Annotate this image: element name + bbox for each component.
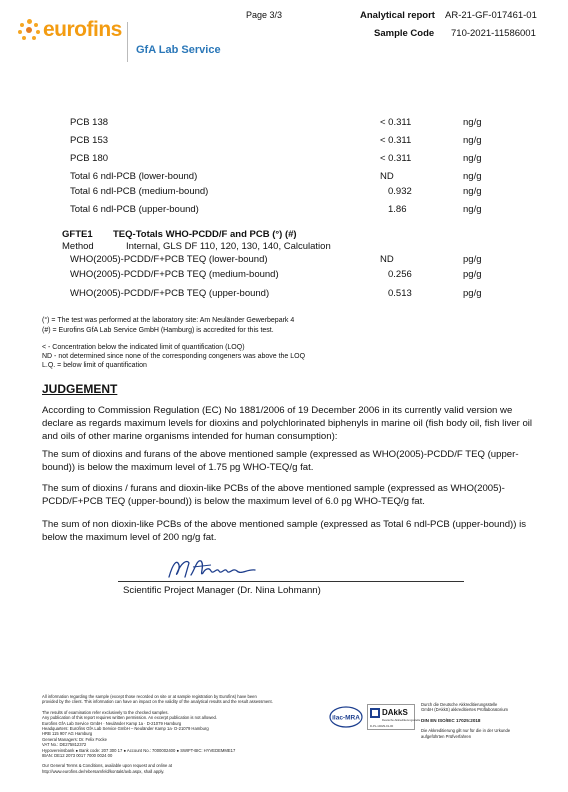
judgement-intro: According to Commission Regulation (EC) No 1881/2006 of 19 December 2006 in its currently valid version we declare as regards maximum levels for dioxins and polychlorinated biphenyls in marine oil (fish body oil, fish liver oil and oils of other marine organisms intended for human consumption): xyxy=(42,405,533,442)
signature-caption: Scientific Project Manager (Dr. Nina Lohmann) xyxy=(123,585,321,596)
method-text: Internal, GLS DF 110, 120, 130, 140, Calculation xyxy=(126,241,331,252)
legend-note: ND - not determined since none of the corresponding congeners was above the LOQ xyxy=(42,353,306,360)
legend-note: L.Q. = below limit of quantification xyxy=(42,362,147,369)
legend-note: < - Concentration below the indicated limit of quantification (LOQ) xyxy=(42,344,245,351)
judgement-heading: JUDGEMENT xyxy=(42,382,118,396)
svg-text:ilac-MRA: ilac-MRA xyxy=(332,714,360,722)
logo-separator xyxy=(127,22,128,62)
signature-image xyxy=(165,555,265,583)
svg-text:DAkkS: DAkkS xyxy=(382,708,408,717)
svg-text:D-PL-14629-01-00: D-PL-14629-01-00 xyxy=(370,724,394,728)
judgement-paragraph: The sum of non dioxin-like PCBs of the above mentioned sample (expressed as Total 6 ndl-PCB (upper-bound)) is below the maximum level of 200 ng/g fat. xyxy=(42,519,527,543)
footer-accreditation-text: Durch die Deutsche Akkreditierungsstelle GmbH (DAkkS) akkreditiertes Prüflaboratorium DIN EN ISO/IEC 17025:2018 Die Akkreditierung gilt nur für die in der Urkunde aufgeführten Prüfverfahren xyxy=(421,702,511,739)
page-number: Page 3/3 xyxy=(246,10,283,20)
sample-code-label: Sample Code xyxy=(374,28,435,39)
footnote: (°) = The test was performed at the laboratory site: Am Neuländer Gewerbepark 4 xyxy=(42,317,295,324)
eurofins-logo-icon xyxy=(18,19,40,41)
footnote: (#) = Eurofins GfA Lab Service GmbH (Hamburg) is accredited for this test. xyxy=(42,327,274,334)
footer-legal-text: All information regarding the sample (except those recorded on site or at sample registration by Eurofins) have been provided by the client. This information can have an impact on the validity of the analytical results and the result assessment. The results of examination refer exclusively to the checked samples. Any publication of this report requires written permission. An excerpt publication is not allowed. Eurofins GfA Lab Service GmbH · Neuländer Kamp 1a · D-21079 Hamburg Headquarters: Eurofins GfA Lab Service GmbH – Neuländer Kamp 1a· D-21079 Hamburg HRB 115 907 AG Hamburg General Managers: Dr. Felix Focke VAT No.: DE275812372 Hypovereinsbank ● Bank code: 207 300 17 ● Account No.: 7000002400 ● SWIFT-BIC: HYVEDEMME17 IBAN: DE12 2073 0017 7000 0024 00 Our General Terms & Conditions, available upon request and online at http://www.eurofins.de/rebersamfeld/kontakt/avb.aspx, shall apply. xyxy=(42,694,273,774)
eurofins-logo xyxy=(18,18,122,42)
logo-subtitle: GfA Lab Service xyxy=(136,44,221,56)
dakks-logo xyxy=(367,704,421,730)
judgement-paragraph: The sum of dioxins / furans and dioxin-like PCBs of the above mentioned sample (expressed as WHO(2005)-PCDD/F+PCB TEQ (upper-bound)) is below the maximum level of 6.0 pg WHO-TEQ/g fat. xyxy=(42,483,505,507)
report-label: Analytical report xyxy=(360,10,435,21)
sample-code-value: 710-2021-11586001 xyxy=(451,28,536,39)
svg-text:Deutsche Akkreditierungsstelle: Deutsche Akkreditierungsstelle xyxy=(382,718,421,722)
ilac-mra-logo xyxy=(329,706,363,728)
logo-text: eurofins xyxy=(43,18,122,41)
report-number: AR-21-GF-017461-01 xyxy=(445,10,537,21)
method-label: Method xyxy=(62,241,94,252)
section-title: TEQ-Totals WHO-PCDD/F and PCB (°) (#) xyxy=(113,229,297,240)
signature-line xyxy=(118,581,464,582)
section-code: GFTE1 xyxy=(62,229,93,240)
judgement-paragraph: The sum of dioxins and furans of the above mentioned sample (expressed as WHO(2005)-PCDD/F TEQ (upper-bound)) is below the maximum level of 1.75 pg WHO-TEQ/g fat. xyxy=(42,449,519,473)
